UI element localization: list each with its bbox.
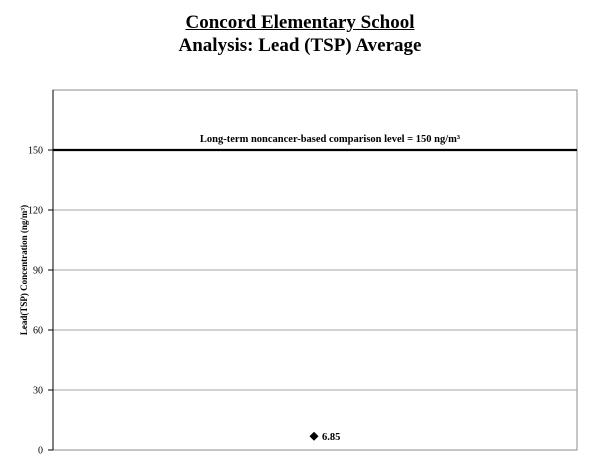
y-axis-label: Lead(TSP) Concentration (ng/m³) <box>19 204 29 336</box>
chart-subtitle: Analysis: Lead (TSP) Average <box>178 35 422 56</box>
data-point <box>310 432 319 441</box>
y-tick-label: 120 <box>28 205 43 217</box>
data-label: 6.85 <box>322 431 341 443</box>
y-tick-label: 150 <box>28 145 43 157</box>
y-tick-label: 60 <box>33 325 43 337</box>
chart-title: Concord Elementary School <box>185 12 415 33</box>
reference-line-label: Long-term noncancer-based comparison level = 150 ng/m³ <box>199 134 461 145</box>
y-tick-label: 0 <box>38 445 43 457</box>
y-tick-label: 90 <box>33 265 43 277</box>
y-tick-label: 30 <box>33 385 43 397</box>
